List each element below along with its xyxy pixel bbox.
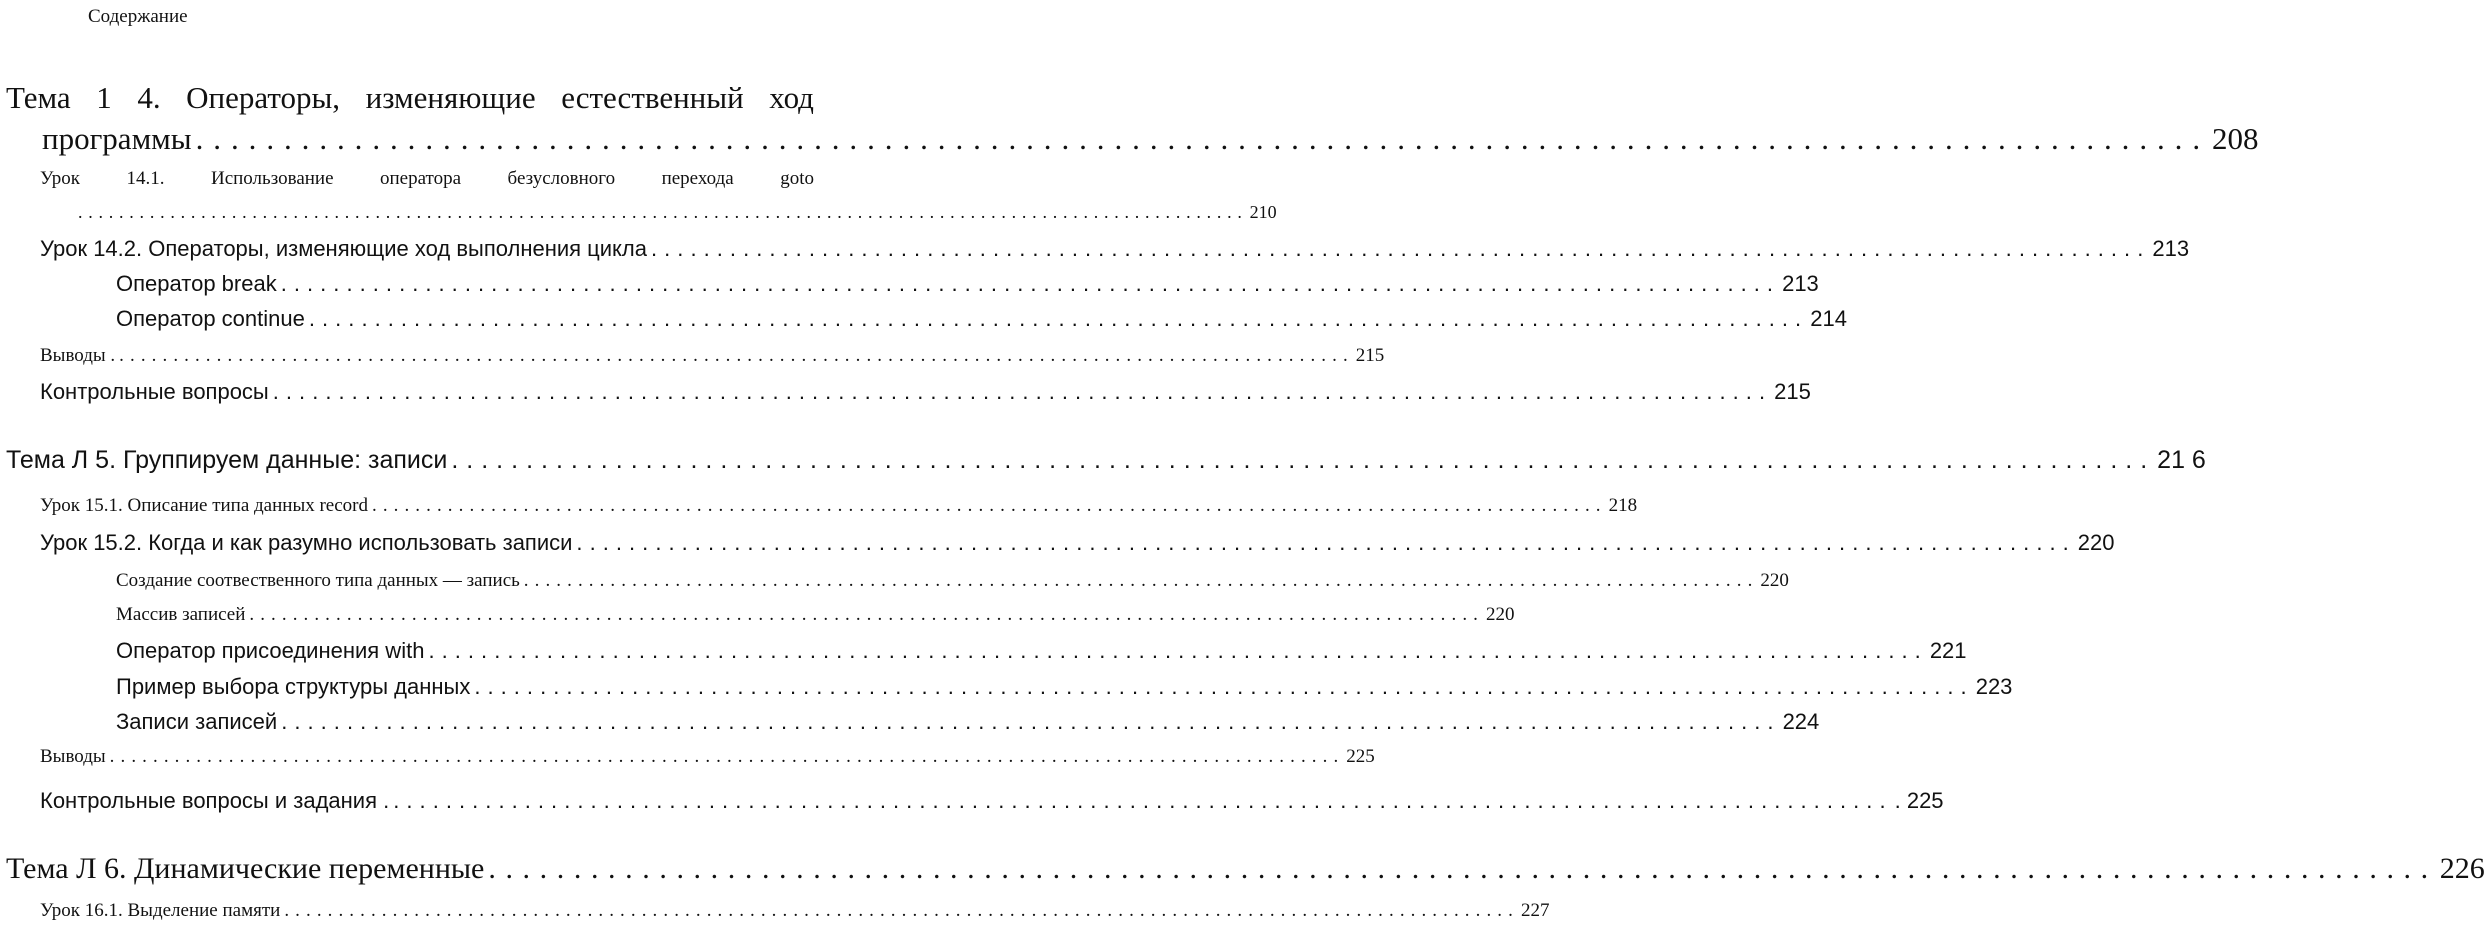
dot-leader: .................................................................................................................. (393, 788, 1893, 813)
dot-leader: .................................................................................................................. (195, 121, 2211, 156)
toc-title: Контрольные вопросы (40, 379, 269, 404)
toc-control-questions-14 (40, 379, 1811, 405)
dot-leader: .................................................................................................................. (272, 379, 1773, 404)
toc-page-number: 226 (2439, 852, 2485, 885)
toc-page-number: 224 (1782, 709, 1820, 734)
toc-topic-16 (6, 852, 2485, 886)
toc-page-number: 214 (1810, 306, 1847, 331)
word: 4. (137, 80, 161, 115)
toc-conclusions-14 (40, 345, 1385, 367)
dot-leader: .................................................................................................................. (428, 638, 1928, 663)
toc-title: программы (42, 121, 192, 156)
dot-leader: .................................................................................................................. (119, 345, 1354, 366)
dot-leader: .................................................................................................................. (109, 746, 1345, 767)
word: 14.1. (126, 168, 165, 189)
toc-page-number: 213 (1782, 271, 1819, 296)
toc-control-questions-15 (40, 788, 1944, 814)
toc-lesson-16-1 (40, 900, 1550, 922)
dot-leader: .................................................................................................................. (488, 852, 2438, 885)
toc-page-number: 215 (1355, 345, 1385, 366)
word: оператора (380, 168, 462, 189)
toc-title: Массив записей (116, 604, 246, 625)
toc-title: Создание соотвественного типа данных — запись (116, 570, 520, 591)
toc-title: Выводы . (40, 345, 116, 366)
toc-page-number: 225 (1346, 746, 1375, 767)
toc-page-number: 21 6 (2157, 446, 2206, 474)
dot-leader: .................................................................................................................. (474, 674, 1974, 699)
toc-lesson-14-2 (40, 236, 2190, 262)
toc-page-number: 208 (2212, 121, 2259, 156)
toc-title: Пример выбора структуры данных (116, 674, 471, 699)
toc-title: Оператор break (116, 271, 277, 296)
toc-topic-15 (6, 446, 2206, 475)
dot-leader: .................................................................................................................. (576, 530, 2076, 555)
toc-title: Урок 16.1. Выделение памяти (40, 900, 281, 921)
toc-records-of-records (116, 709, 1820, 735)
toc-page-number: 220 (1486, 604, 1515, 625)
toc-page-number: 210 (1249, 202, 1277, 222)
toc-title: Выводы (40, 746, 106, 767)
toc-operator-break (116, 271, 1819, 297)
word: Тема (6, 80, 71, 115)
toc-operator-with (116, 638, 1967, 664)
toc-title: Записи записей (116, 709, 278, 734)
word: изменяющие (365, 80, 536, 115)
toc-page-number: 218 (1608, 495, 1638, 516)
toc-page-number: 215 (1774, 379, 1811, 404)
word: перехода (661, 168, 734, 189)
word: 1 (96, 80, 112, 115)
toc-page-number: 220 (2077, 530, 2115, 555)
toc-title: Урок 14.2. Операторы, изменяющие ход выполнения цикла (40, 236, 647, 261)
toc-lesson-15-1 (40, 495, 1638, 517)
word: ход (769, 80, 814, 115)
toc-title: Урок 15.2. Когда и как разумно использовать записи (40, 530, 573, 555)
toc-title: Тема Л 5. Группируем данные: записи (6, 446, 448, 474)
toc-topic-14-line2 (42, 121, 2259, 157)
word: Урок (40, 168, 81, 189)
dot-leader: .................................................................................................................. (651, 236, 2151, 261)
toc-title: Оператор continue (116, 306, 305, 331)
toc-title: Контрольные вопросы и задания . (40, 788, 390, 813)
toc-title: Тема Л 6. Динамические переменные (6, 852, 485, 885)
page-header: Содержание (88, 6, 188, 27)
toc-page-number: 223 (1975, 674, 2013, 699)
dot-leader: .................................................................................................................. (284, 900, 1519, 921)
word: Операторы, (186, 80, 341, 115)
toc-page-number: . 225 (1894, 788, 1944, 813)
toc-lesson-15-2 (40, 530, 2115, 556)
toc-title: Оператор присоединения with (116, 638, 425, 663)
toc-lesson-14-1-line2 (78, 202, 1277, 223)
dot-leader: .................................................................................................................. (523, 570, 1759, 591)
word: естественный (561, 80, 744, 115)
word: Использование (210, 168, 334, 189)
word: безусловного (507, 168, 616, 189)
dot-leader: .................................................................................................................. (308, 306, 1809, 331)
toc-conclusions-15 (40, 746, 1375, 768)
toc-create-record-type (116, 570, 1789, 592)
toc-topic-14-line1 (6, 80, 814, 116)
toc-page-number: 227 (1520, 900, 1550, 921)
dot-leader: .................................................................................................................. (451, 446, 2156, 474)
toc-title: Урок 15.1. Описание типа данных record (40, 495, 368, 516)
toc-page-number: 221 (1929, 638, 1967, 663)
toc-operator-continue (116, 306, 1847, 332)
toc-record-array (116, 604, 1515, 626)
dot-leader: .................................................................................................................. (371, 495, 1607, 516)
toc-page-number: 213 (2152, 236, 2190, 261)
dot-leader: .................................................................................................................. (281, 709, 1781, 734)
toc-data-structure-example (116, 674, 2013, 700)
toc-page-number: 220 (1760, 570, 1789, 591)
toc-lesson-14-1-line1 (40, 168, 814, 190)
dot-leader: .................................................................................................................. (78, 202, 1248, 222)
dot-leader: .................................................................................................................. (249, 604, 1484, 625)
dot-leader: .................................................................................................................. (280, 271, 1781, 296)
word: goto (780, 168, 814, 189)
